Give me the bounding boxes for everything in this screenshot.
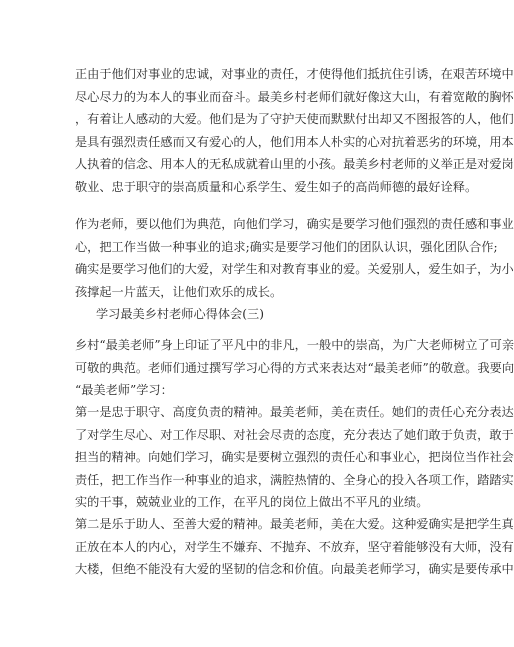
paragraph-5 xyxy=(75,513,514,581)
text-line: “最美老师”学习： xyxy=(75,383,173,397)
text-line: 人执着的信念、用本人的无私成就着山里的小孩。最美乡村老师的义举正是对爱岗 xyxy=(75,157,514,171)
text-line: 责任，把工作当作一种事业的追求，满腔热情的、全身心的投入各项工作，踏踏实 xyxy=(75,472,514,487)
text-line: 实的干事，兢兢业业的工作，在平凡的岗位上做出不平凡的业绩。 xyxy=(75,495,429,509)
paragraph-2 xyxy=(75,213,514,303)
text-line: 敬业、忠于职守的崇高质量和心系学生、爱生如子的高尚师德的最好诠释。 xyxy=(75,179,478,194)
text-line: 确实是要学习他们的大爱，对学生和对教育事业的爱。关爱别人，爱生如子，为小 xyxy=(75,262,514,276)
text-line: 正放在本人的内心，对学生不嫌弃、不抛弃、不放弃，坚守着能够没有大师，没有 xyxy=(75,539,514,554)
text-line: ，有着让人感动的大爱。他们是为了守护天使而默默付出却又不图报答的人，他们 xyxy=(75,112,514,126)
text-line: 心，把工作当做一种事业的追求;确实是要学习他们的团队认识，强化团队合作; xyxy=(75,239,498,254)
text-line: 作为老师，要以他们为典范，向他们学习，确实是要学习他们强烈的责任感和事业 xyxy=(75,217,514,231)
text-line: 大楼，但绝不能没有大爱的坚韧的信念和价值。向最美老师学习，确实是要传承中 xyxy=(75,562,514,576)
paragraph-1 xyxy=(75,63,514,198)
text-line: 乡村“最美老师”身上印证了平凡中的非凡，一般中的崇高，为广大老师树立了可亲 xyxy=(75,338,514,352)
paragraph-4 xyxy=(75,401,514,514)
section-heading: 学习最美乡村老师心得体会(三) xyxy=(96,307,264,321)
text-line: 是具有强烈责任感而又有爱心的人，他们用本人朴实的心对抗着恶劣的环境，用本 xyxy=(75,134,514,149)
text-line: 孩撑起一片蓝天，让他们欢乐的成长。 xyxy=(75,284,283,299)
text-line: 了对学生尽心、对工作尽职、对社会尽责的态度，充分表达了她们敢于负责，敢于 xyxy=(75,427,514,442)
text-line: 正由于他们对事业的忠诚，对事业的责任，才使得他们抵抗住引诱，在艰苦环境中 xyxy=(75,67,514,81)
text-line: 尽心尽力的为本人的事业而奋斗。最美乡村老师们就好像这大山，有着宽敞的胸怀 xyxy=(75,89,514,104)
text-line: 第二是乐于助人、至善大爱的精神。最美老师，美在大爱。这种爱确实是把学生真 xyxy=(75,517,514,531)
text-line: 担当的精神。向她们学习，确实是要树立强烈的责任心和事业心，把岗位当作社会 xyxy=(75,450,514,464)
text-line: 第一是忠于职守、高度负责的精神。最美老师，美在责任。她们的责任心充分表达 xyxy=(75,405,514,419)
paragraph-3 xyxy=(75,334,514,402)
text-line: 可敬的典范。老师们通过撰写学习心得的方式来表达对“最美老师”的敬意。我要向 xyxy=(75,360,514,375)
